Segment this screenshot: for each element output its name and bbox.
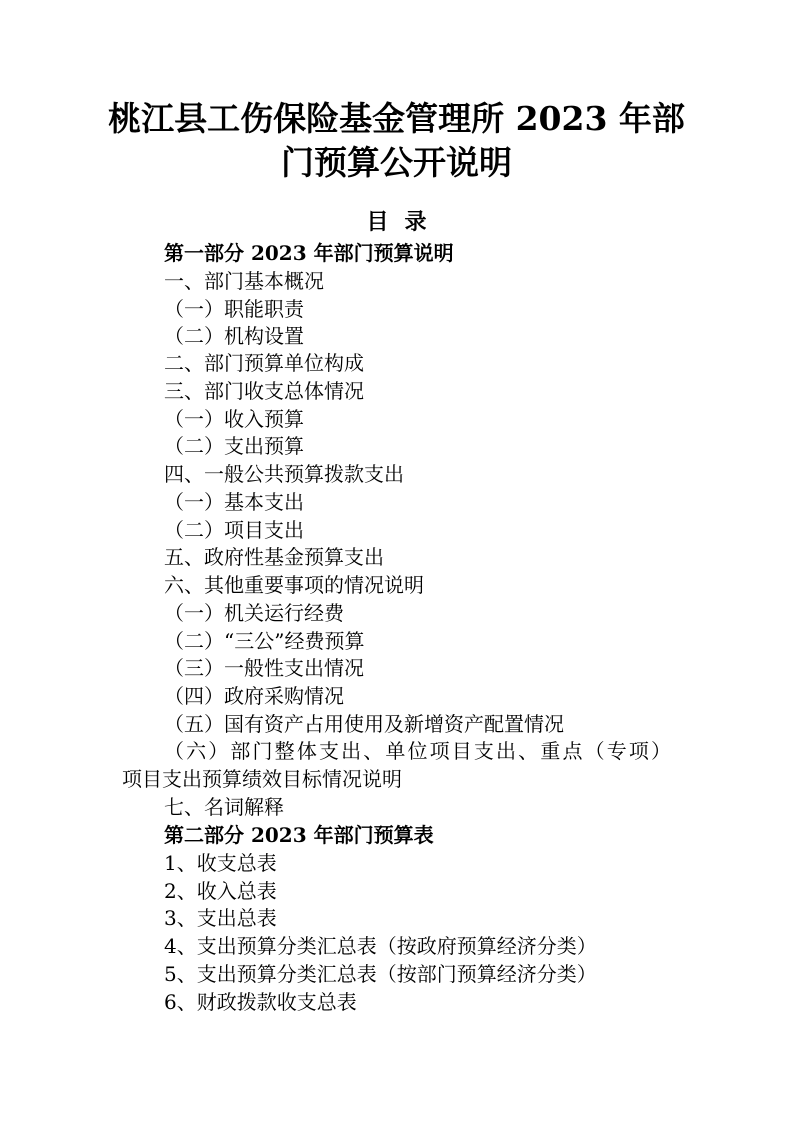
document-title-line-2: 门预算公开说明 [281, 143, 512, 182]
toc-item: 六、其他重要事项的情况说明 [164, 573, 424, 597]
toc-item: 2、收入总表 [164, 879, 277, 903]
toc-item: （六）部门整体支出、单位项目支出、重点（专项） [164, 739, 671, 763]
toc-item: 3、支出总表 [164, 906, 277, 930]
toc-item: 项目支出预算绩效目标情况说明 [122, 767, 402, 791]
toc-item: （五）国有资产占用使用及新增资产配置情况 [164, 712, 564, 736]
toc-item: （二）项目支出 [164, 518, 304, 542]
toc-item: 1、收支总表 [164, 851, 277, 875]
toc-section-heading: 第二部分 2023 年部门预算表 [164, 823, 434, 847]
toc-item: 二、部门预算单位构成 [164, 351, 364, 375]
toc-item: 四、一般公共预算拨款支出 [164, 462, 404, 486]
toc-item: （二）支出预算 [164, 434, 304, 458]
toc-item: 5、支出预算分类汇总表（按部门预算经济分类） [164, 962, 597, 986]
toc-item: （二）“三公”经费预算 [164, 629, 365, 653]
toc-heading: 目录 [366, 209, 443, 235]
toc-item: （三）一般性支出情况 [164, 656, 364, 680]
toc-item: 4、支出预算分类汇总表（按政府预算经济分类） [164, 934, 597, 958]
toc-item: 三、部门收支总体情况 [164, 379, 364, 403]
toc-item: 一、部门基本概况 [164, 269, 324, 293]
toc-section-heading: 第一部分 2023 年部门预算说明 [164, 241, 454, 265]
toc-item: （一）基本支出 [164, 490, 304, 514]
toc-item: 七、名词解释 [164, 795, 284, 819]
toc-item: 6、财政拨款收支总表 [164, 990, 357, 1014]
toc-item: （一）收入预算 [164, 407, 304, 431]
toc-item: （一）机关运行经费 [164, 601, 344, 625]
document-title-line-1: 桃江县工伤保险基金管理所 2023 年部 [108, 99, 685, 138]
toc-item: （一）职能职责 [164, 297, 304, 321]
toc-item: 五、政府性基金预算支出 [164, 545, 384, 569]
toc-item: （二）机构设置 [164, 324, 304, 348]
toc-item: （四）政府采购情况 [164, 684, 344, 708]
